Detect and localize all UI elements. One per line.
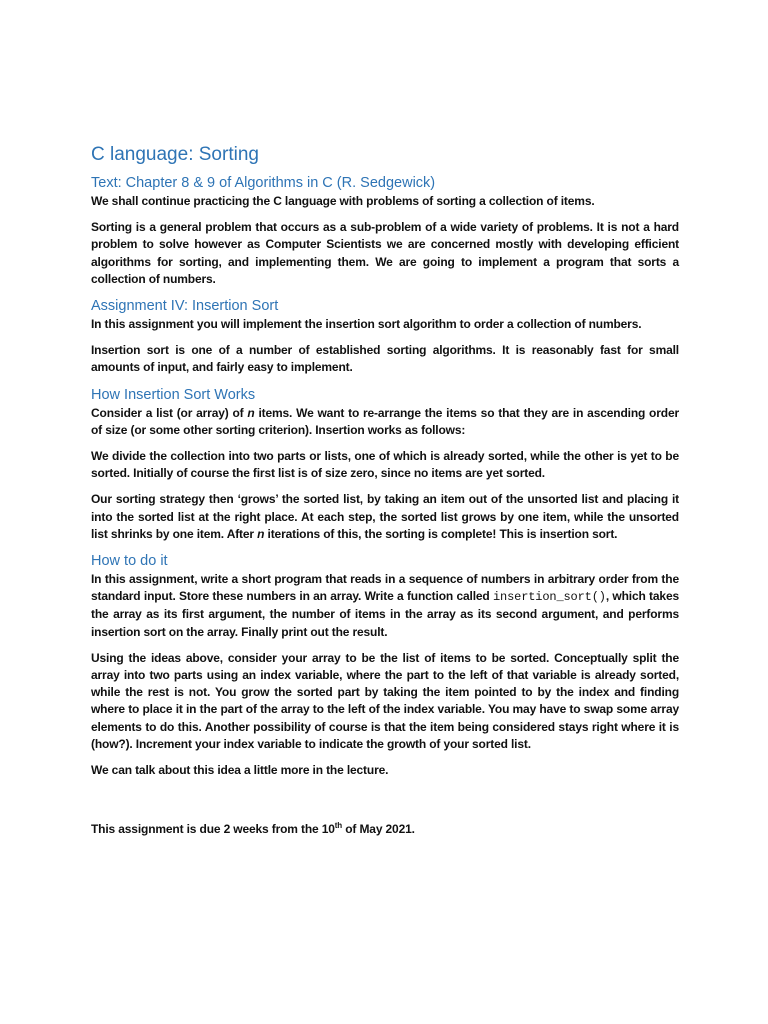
function-name-code: insertion_sort() — [492, 590, 606, 605]
how-works-paragraph-3: Our sorting strategy then ‘grows’ the sorted list, by taking an item out of the unsorted list and placing it into the sorted list at the right place. At each step, the sorted list grows by one item, while the unsorted list shrinks by one item. After n iterations of this, the sorting is complete! This is insertion sort. — [91, 492, 679, 541]
how-works-paragraph-2: We divide the collection into two parts or lists, one of which is already sorted, while the other is yet to be sorted. Initially of course the first list is of size zero, since no items are yet sorted. — [91, 449, 679, 481]
assignment-paragraph-2: Insertion sort is one of a number of established sorting algorithms. It is reasonably fast for small amounts of input, and fairly easy to implement. — [91, 343, 679, 375]
how-to-heading: How to do it — [91, 553, 168, 570]
subtitle-heading: Text: Chapter 8 & 9 of Algorithms in C (R. Sedgewick) — [91, 175, 436, 191]
document-title: C language: Sorting — [91, 144, 259, 165]
assignment-heading: Assignment IV: Insertion Sort — [91, 298, 279, 315]
intro-paragraph: We shall continue practicing the C language with problems of sorting a collection of items. — [91, 194, 595, 208]
how-to-paragraph-3: We can talk about this idea a little more in the lecture. — [91, 763, 389, 778]
sorting-paragraph: Sorting is a general problem that occurs as a sub-problem of a wide variety of problems. It is not a hard problem to solve however as Computer Scientists we are concerned mostly with developing efficient algorithms for sorting, and implementing them. We are going to implement a program that sorts a collection of numbers. — [91, 220, 679, 286]
assignment-paragraph-1: In this assignment you will implement the insertion sort algorithm to order a collection of numbers. — [91, 317, 642, 332]
document-page — [91, 142, 679, 838]
how-works-paragraph-1: Consider a list (or array) of n items. We want to re-arrange the items so that they are in ascending order of size (or some other sorting criterion). Insertion works as follows: — [91, 405, 679, 437]
how-to-paragraph-1: In this assignment, write a short program that reads in a sequence of numbers in arbitrary order from the standard input. Store these numbers in an array. Write a function called insertion_sort(), which takes the array as its first argument, the number of items in the array as its second argument, and performs insertion sort on the array. Finally print out the result. — [91, 572, 679, 639]
due-date-paragraph: This assignment is due 2 weeks from the 10th of May 2021. — [91, 821, 415, 837]
how-to-paragraph-2: Using the ideas above, consider your array to be the list of items to be sorted. Conceptually split the array into two parts using an index variable, where the part to the left of that variable is already sorted, while the rest is not. You grow the sorted part by taking the item pointed to by the index and finding where to place it in the part of the array to the left of the index variable. You may have to swap some array elements to do this. Another possibility of course is that the item being considered stays right where it is (how?). Increment your index variable to indicate the growth of your sorted list. — [91, 650, 679, 751]
how-works-heading: How Insertion Sort Works — [91, 386, 256, 403]
